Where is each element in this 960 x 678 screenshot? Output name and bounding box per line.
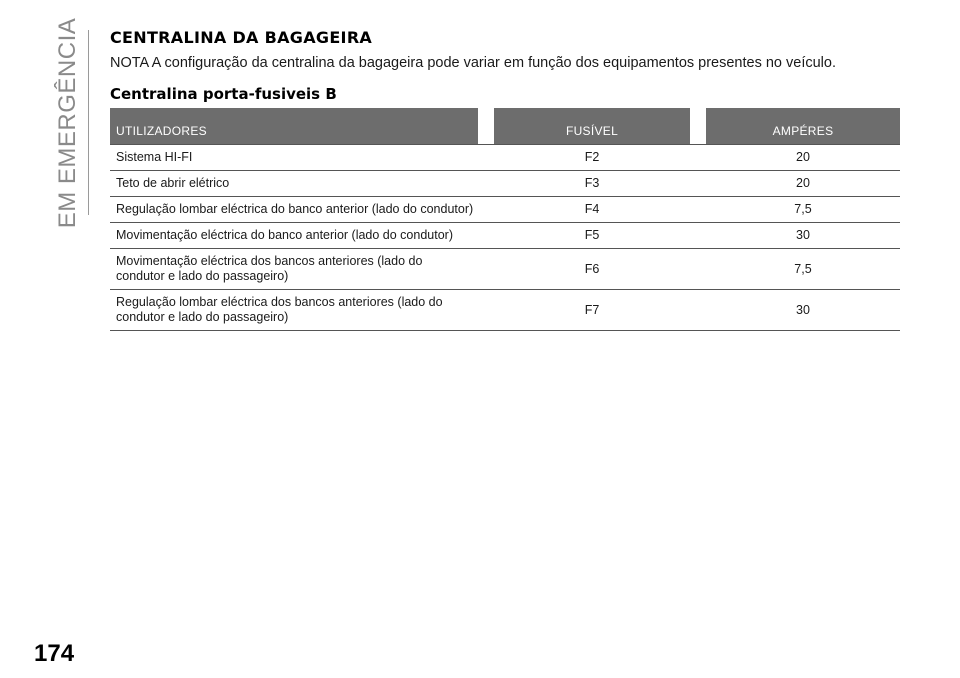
side-tab	[54, 17, 81, 228]
fuse-table	[110, 108, 900, 331]
table-row	[110, 223, 900, 249]
side-tab-label: EM EMERGÊNCIA	[54, 17, 81, 228]
cell-amperes: 30	[706, 290, 900, 331]
cell-fuse: F7	[478, 290, 706, 331]
header-users: UTILIZADORES	[110, 108, 478, 145]
cell-amperes: 7,5	[706, 249, 900, 290]
cell-fuse: F3	[478, 171, 706, 197]
header-gap	[478, 108, 494, 145]
header-amperes: AMPÉRES	[706, 108, 900, 145]
page-number: 174	[34, 640, 75, 667]
cell-users: Regulação lombar eléctrica do banco anterior (lado do condutor)	[110, 197, 478, 223]
cell-users: Movimentação eléctrica dos bancos anteriores (lado do condutor e lado do passageiro)	[110, 249, 478, 290]
cell-amperes: 20	[706, 145, 900, 171]
cell-fuse: F5	[478, 223, 706, 249]
header-gap	[690, 108, 706, 145]
section-title: CENTRALINA DA BAGAGEIRA	[110, 28, 373, 47]
table-row	[110, 145, 900, 171]
header-fuse: FUSÍVEL	[494, 108, 690, 145]
cell-users: Teto de abrir elétrico	[110, 171, 478, 197]
cell-users: Regulação lombar eléctrica dos bancos anteriores (lado do condutor e lado do passageiro)	[110, 290, 478, 331]
table-row	[110, 290, 900, 331]
cell-fuse: F2	[478, 145, 706, 171]
side-divider	[88, 30, 89, 215]
cell-fuse: F6	[478, 249, 706, 290]
table-row	[110, 249, 900, 290]
cell-amperes: 30	[706, 223, 900, 249]
section-note: NOTA A configuração da centralina da bagageira pode variar em função dos equipamentos presentes no veículo.	[110, 55, 836, 71]
page-content	[110, 28, 900, 331]
cell-fuse: F4	[478, 197, 706, 223]
cell-users: Movimentação eléctrica do banco anterior (lado do condutor)	[110, 223, 478, 249]
table-title: Centralina porta-fusiveis B	[110, 85, 337, 103]
cell-users: Sistema HI-FI	[110, 145, 478, 171]
table-row	[110, 197, 900, 223]
table-row	[110, 171, 900, 197]
table-header-row	[110, 108, 900, 145]
cell-amperes: 7,5	[706, 197, 900, 223]
cell-amperes: 20	[706, 171, 900, 197]
